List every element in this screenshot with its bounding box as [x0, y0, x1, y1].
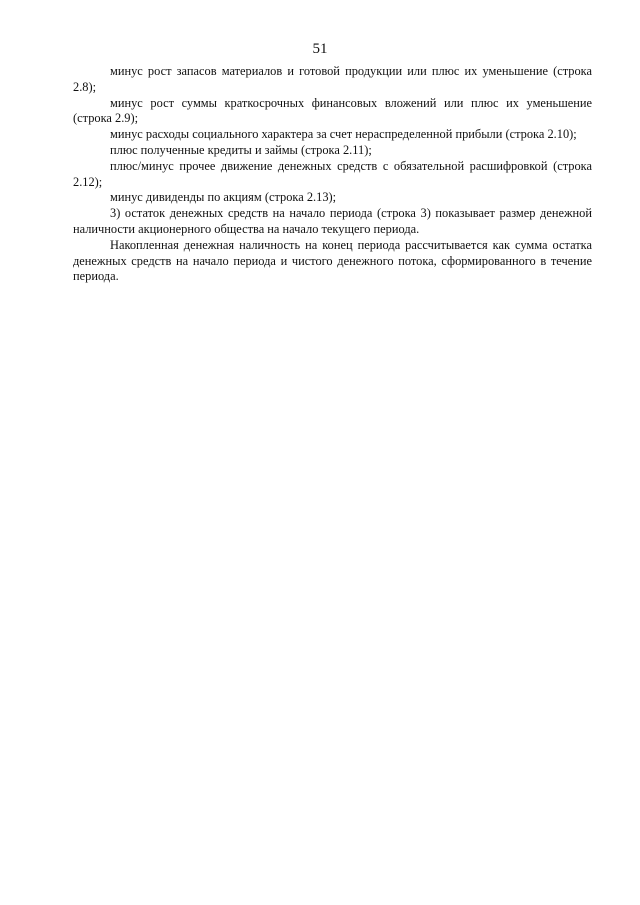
paragraph-minus-short-term-investments: минус рост суммы краткосрочных финансовых вложений или плюс их уменьшение (строка 2.9);	[73, 95, 592, 126]
page-number: 51	[312, 41, 328, 57]
paragraph-opening-cash-balance: 3) остаток денежных средств на начало периода (строка 3) показывает размер денежной наличности акционерного общества на начало текущего периода.	[73, 206, 592, 236]
paragraph-other-cash-movement: плюс/минус прочее движение денежных средств с обязательной расшифровкой (строка 2.12);	[73, 158, 592, 189]
paragraph-minus-social-expenses: минус расходы социального характера за счет нераспределенной прибыли (строка 2.10);	[110, 127, 577, 142]
paragraph-accumulated-cash-definition: Накопленная денежная наличность на конец периода рассчитывается как сумма остатка денежных средств на начало периода и чистого денежного потока, сформированного в течение периода.	[73, 237, 592, 284]
document-body	[73, 64, 592, 285]
paragraph-plus-loans-received: плюс полученные кредиты и займы (строка 2.11);	[110, 142, 372, 157]
paragraph-minus-dividends: минус дивиденды по акциям (строка 2.13);	[110, 190, 337, 205]
paragraph-minus-inventory-growth: минус рост запасов материалов и готовой продукции или плюс их уменьшение (строка 2.8);	[73, 64, 592, 94]
